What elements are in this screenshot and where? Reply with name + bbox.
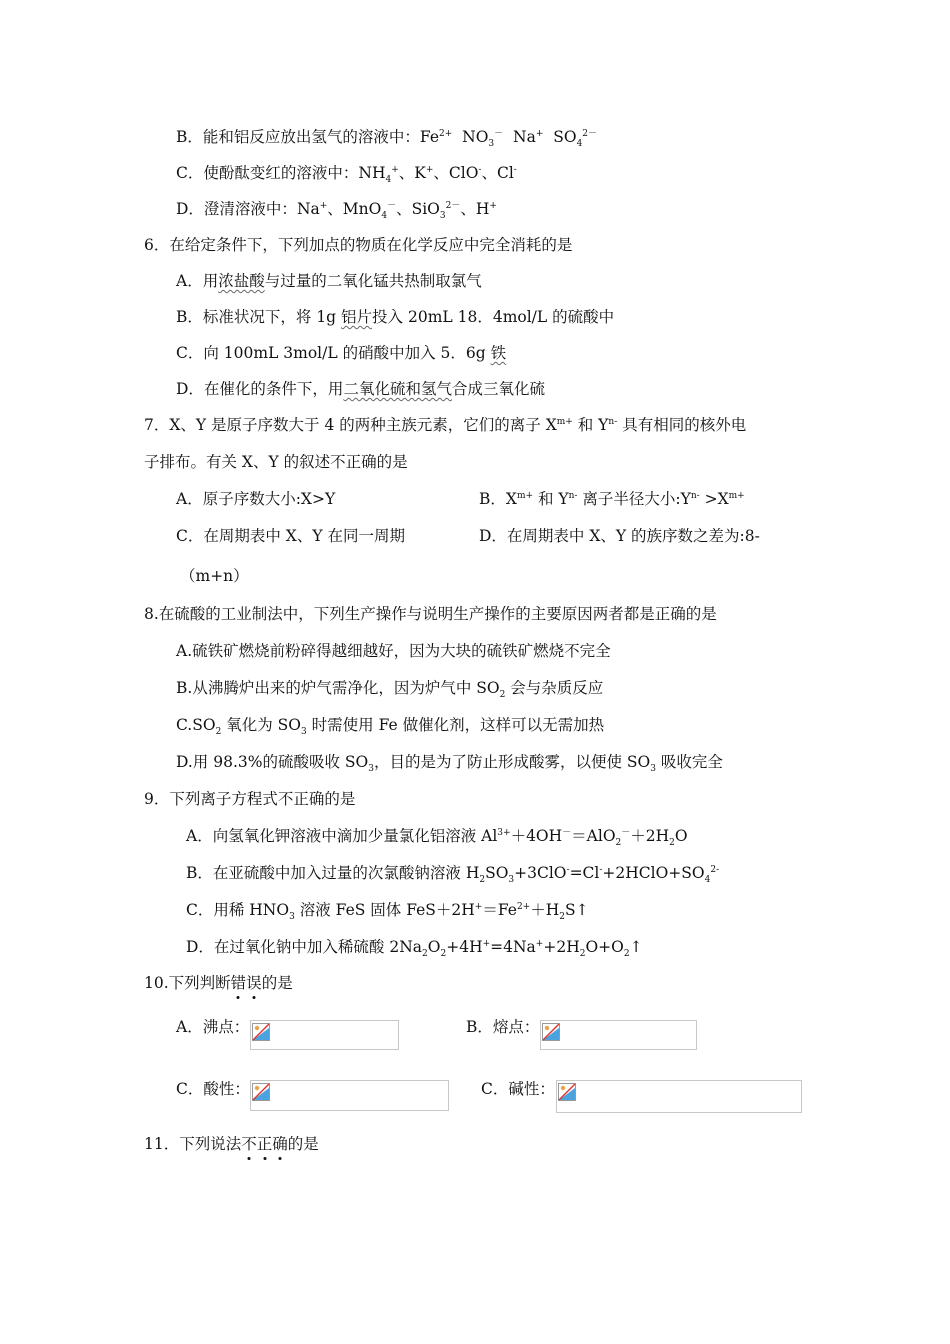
emphasized-substance: 浓盐酸 [218, 272, 265, 290]
q8-option-c: $C.SO_2$ 氧化为 $SO_3$ 时需使用 Fe 做催化剂，这样可以无需加热 [176, 716, 605, 738]
q10-option-a-label: A．沸点： [176, 1018, 250, 1036]
broken-image-icon [252, 1083, 270, 1101]
option-text: C．使酚酞变红的溶液中： [176, 164, 359, 182]
q8-option-a: A.硫铁矿燃烧前粉碎得越细越好，因为大块的硫铁矿燃烧不完全 [176, 642, 611, 660]
q7-option-c: C．在周期表中 X、Y 在同一周期 [176, 527, 405, 545]
q10-option-c2-image [556, 1080, 802, 1113]
q5-option-c: C．使酚酞变红的溶液中：$NH_4^+$、K+、ClO-、Cl- [176, 164, 517, 186]
q10-stem: 10.下列判断错误的是 [144, 974, 293, 992]
q5-option-d: D．澄清溶液中：Na+、MnO$_4$－、SiO$_3^{2-}$、H+ [176, 200, 497, 222]
q6-option-c: C．向 100mL 3mol/L 的硝酸中加入 5．6g 铁 [176, 344, 507, 362]
q9-option-c: C．用稀 $HNO_3$ 溶液 FeS 固体 $FeS+2H^+=Fe^{2+}+H_2S↑$ [186, 901, 589, 923]
q7-stem-line2: 子排布。有关 X、Y 的叙述不正确的是 [144, 453, 408, 471]
q7-option-d: D．在周期表中 X、Y 的族序数之差为:8- [479, 527, 760, 545]
q9-option-d: D．在过氧化钠中加入稀硫酸 $2Na_2O_2+4H^+=4Na^++2H_2O+O_2↑$ [186, 938, 643, 960]
q10-option-c2-label: C．碱性： [481, 1080, 555, 1098]
option-text: B．能和铝反应放出氢气的溶液中： [176, 128, 420, 146]
q8-option-b: B.从沸腾炉出来的炉气需净化，因为炉气中 $SO_2$ 会与杂质反应 [176, 679, 604, 701]
q10-option-c-label: C．酸性： [176, 1080, 250, 1098]
q9-stem: 9．下列离子方程式不正确的是 [144, 790, 356, 808]
q11-stem: 11．下列说法不正确的是 [144, 1135, 319, 1153]
q10-option-a-image [250, 1020, 399, 1050]
emphasized-substance: 铁 [490, 344, 507, 362]
emphasized-substance: 铝片 [341, 308, 373, 326]
q10-option-b-image [540, 1020, 697, 1050]
q6-stem: 6．在给定条件下，下列加点的物质在化学反应中完全消耗的是 [144, 236, 573, 254]
q8-option-d: D.用 98.3%的硫酸吸收 $SO_3$，目的是为了防止形成酸雾，以便使 $SO_3$ 吸收完全 [176, 753, 723, 775]
emphasis-dots: 不正确 [241, 1135, 288, 1153]
broken-image-icon [252, 1023, 270, 1041]
q7-option-a: A．原子序数大小:X>Y [176, 490, 336, 508]
q9-option-b: B．在亚硫酸中加入过量的次氯酸钠溶液 $H_2SO_3+3ClO^-=Cl^-+2HClO+SO_4^{2-}$ [186, 864, 720, 886]
option-text: D．澄清溶液中： [176, 200, 297, 218]
q9-option-a: A．向氢氧化钾溶液中滴加少量氯化铝溶液 $Al^{3+}+4OH^-=AlO_2^-+2H_2O$ [186, 827, 688, 849]
q6-option-d: D．在催化的条件下，用二氧化硫和氢气合成三氧化硫 [176, 380, 545, 398]
q8-stem: 8.在硫酸的工业制法中，下列生产操作与说明生产操作的主要原因两者都是正确的是 [144, 605, 717, 623]
q6-option-b: B．标准状况下，将 1g 铝片投入 20mL 18．4mol/L 的硫酸中 [176, 308, 615, 326]
emphasis-dots: 错误 [230, 974, 262, 992]
q10-option-b-label: B．熔点： [466, 1018, 540, 1036]
q6-option-a: A．用浓盐酸与过量的二氧化锰共热制取氯气 [176, 272, 482, 290]
emphasized-substance: 二氧化硫和氢气 [343, 380, 452, 398]
broken-image-icon [558, 1083, 576, 1101]
q7-stem-line1: 7．X、Y 是原子序数大于 4 的两种主族元素，它们的离子 $X^{m+}$ 和 $Y^{n-}$ 具有相同的核外电 [144, 416, 747, 434]
broken-image-icon [542, 1023, 560, 1041]
q5-option-b: B．能和铝反应放出氢气的溶液中：$Fe^{2+}$ $NO_3^-$ Na+ $SO_4^{2-}$ [176, 128, 598, 150]
q7-option-d-cont: （m+n） [180, 567, 249, 585]
q10-option-c-image [250, 1080, 449, 1111]
q7-option-b: B．$X^{m+}$ 和 $Y^{n-}$ 离子半径大小$:Y^{n-} >X^{m+}$ [479, 490, 745, 508]
